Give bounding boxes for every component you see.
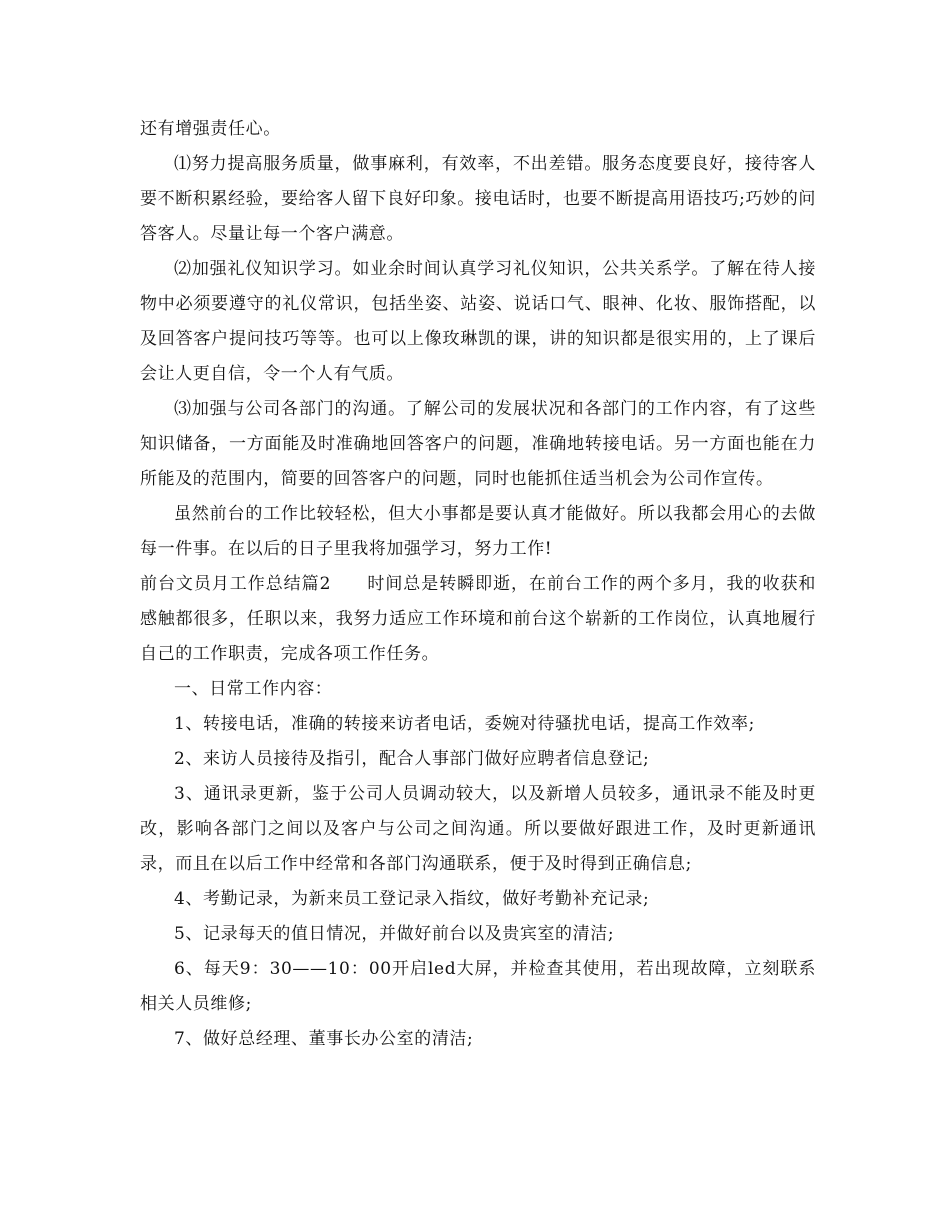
section-heading-paragraph — [140, 567, 816, 672]
document-body — [140, 112, 816, 1057]
paragraph-etiquette: ⑵加强礼仪知识学习。如业余时间认真学习礼仪知识，公共关系学。了解在待人接物中必须要遵守的礼仪常识，包括坐姿、站姿、说话口气、眼神、化妆、服饰搭配，以及回答客户提问技巧等等。也可以上像玫琳凯的课，讲的知识都是很实用的，上了课后会让人更自信，令一个人有气质。 — [140, 259, 816, 384]
paragraph-service-quality: ⑴努力提高服务质量，做事麻利，有效率，不出差错。服务态度要良好，接待客人要不断积累经验，要给客人留下良好印象。接电话时，也要不断提高用语技巧;巧妙的问答客人。尽量让每一个客户满意。 — [140, 154, 816, 244]
list-item-attendance: 4、考勤记录，为新来员工登记录入指纹，做好考勤补充记录; — [174, 889, 650, 909]
list-item-directory: 3、通讯录更新，鉴于公司人员调动较大，以及新增人员较多，通讯录不能及时更改，影响各部门之间以及客户与公司之间沟通。所以要做好跟进工作，及时更新通讯录，而且在以后工作中经常和各部门沟通联系，便于及时得到正确信息; — [140, 784, 816, 874]
list-item-led-screen: 6、每天9：30——10：00开启led大屏，并检查其使用，若出现故障，立刻联系相关人员维修; — [140, 959, 816, 1014]
paragraph-communication: ⑶加强与公司各部门的沟通。了解公司的发展状况和各部门的工作内容，有了这些知识储备，一方面能及时准确地回答客户的问题，准确地转接电话。另一方面也能在力所能及的范围内，简要的回答客户的问题，同时也能抓住适当机会为公司作宣传。 — [140, 399, 816, 489]
list-item-office-cleaning: 7、做好总经理、董事长办公室的清洁; — [174, 1029, 474, 1049]
list-item-duty-record: 5、记录每天的值日情况，并做好前台以及贵宾室的清洁; — [174, 924, 615, 944]
list-heading-daily-work: 一、日常工作内容： — [174, 679, 333, 699]
paragraph-responsibility: 还有增强责任心。 — [140, 119, 281, 139]
section-intro-text: 时间总是转瞬即逝，在前台工作的两个多月，我的收获和感触都很多，任职以来，我努力适应工作环境和前台这个崭新的工作岗位，认真地履行自己的工作职责，完成各项工作任务。 — [140, 574, 816, 664]
section-title: 前台文员月工作总结篇2 — [140, 574, 332, 594]
list-item-phone: 1、转接电话，准确的转接来访者电话，委婉对待骚扰电话，提高工作效率; — [174, 714, 755, 734]
list-item-visitors: 2、来访人员接待及指引，配合人事部门做好应聘者信息登记; — [174, 749, 650, 769]
paragraph-conclusion: 虽然前台的工作比较轻松，但大小事都是要认真才能做好。所以我都会用心的去做每一件事。在以后的日子里我将加强学习，努力工作! — [140, 504, 816, 559]
